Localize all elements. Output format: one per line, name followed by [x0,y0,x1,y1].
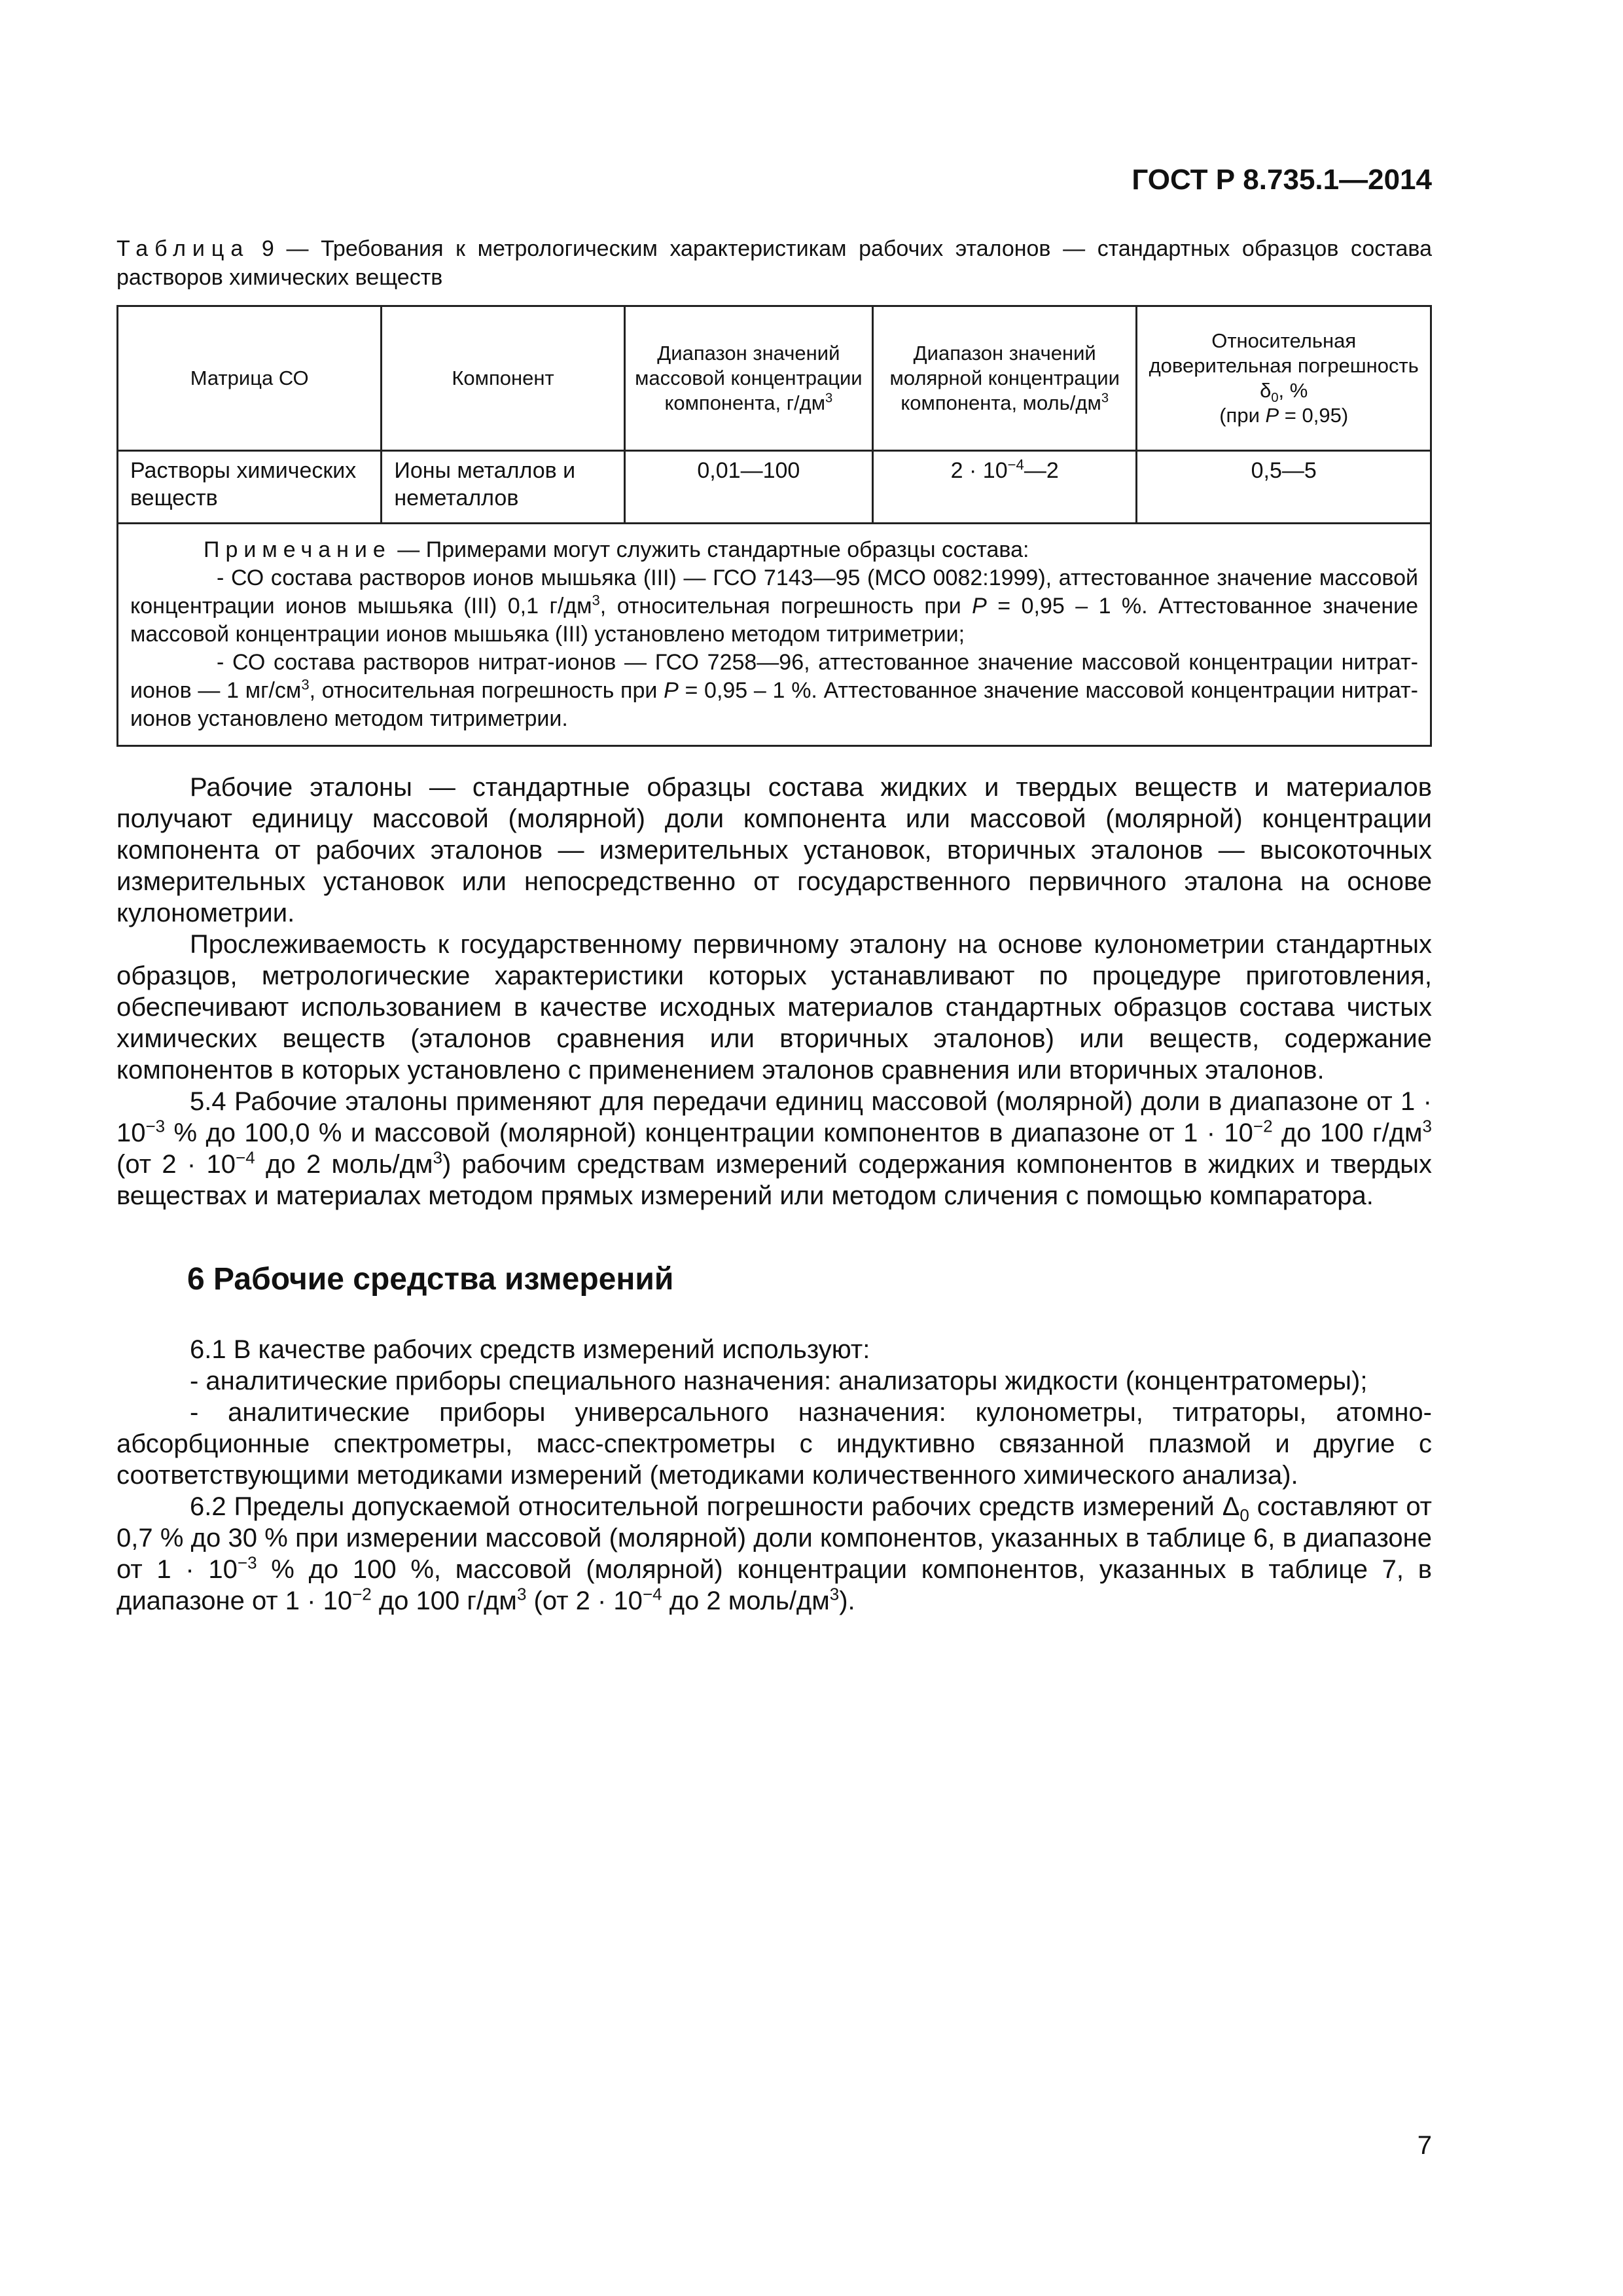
document-code: ГОСТ Р 8.735.1—2014 [1132,164,1432,196]
header-mass-range: Диапазон значений массовой концентрации компонента, $г/дм^3$ [624,306,872,451]
paragraph-6-1: 6.1 В качестве рабочих средств измерений используют: [190,1335,870,1364]
paragraph-5-4: 5.4 Рабочие эталоны применяют для передачи единиц массовой (молярной) доли в диапазоне от $1 \cdot 10^{-3}$ % до 100,0 % и массовой (молярной) концентрации компонентов в диапазоне от $1 \cdot 10^{-2}$ до 100 $г/дм^3$ (от $2 \cdot 10^{-4}$ до 2 моль/$дм^3$) рабочим средствам измерений содержания компонентов в жидких и твердых веществах и материалах методом прямых измерений или методом сличения с помощью компаратора. [116,1087,1433,1210]
note-item-2: - СО состава растворов нитрат-ионов — ГСО 7258—96, аттестованное значение массовой концентрации нитрат-ионов — 1 $мг/см^3$, относительная погрешность при P = 0,95 – 1 %. Аттестованное значение массовой концентрации нитрат-ионов установлено методом титриметрии. [130,650,1418,731]
header-molar-range: Диапазон значений молярной концентрации компонента, моль/$дм^3$ [873,306,1137,451]
list-item: - аналитические приборы специального назначения: анализаторы жидкости (концентратомеры); [190,1367,1368,1395]
paragraph-working-standards: Рабочие эталоны — стандартные образцы состава жидких и твердых веществ и материалов получают единицу массовой (молярной) доли компонента или массовой (молярной) концентрации компонента от рабочих эталонов — измерительных установок, вторичных эталонов — высокоточных измерительных установок или непосредственно от государственного первичного эталона на основе кулонометрии. [116,773,1432,927]
cell-component: Ионы металлов и неметаллов [382,451,624,524]
table-header-row [118,306,1431,451]
table-row [118,451,1431,524]
cell-molar-range: $2 \cdot 10^{-4}—2$ [873,451,1137,524]
table-caption [116,234,1432,292]
section-6-heading: 6 Рабочие средства измерений [187,1262,674,1297]
cell-relative-error: 0,5—5 [1137,451,1431,524]
list-item: - аналитические приборы универсального назначения: кулонометры, титраторы, атомно-абсорбционные спектрометры, масс-спектрометры с индуктивно связанной плазмой и другие с соответствующими методиками измерений (методиками количественного химического анализа). [116,1398,1432,1490]
cell-matrix: Растворы химических веществ [118,451,382,524]
header-relative-error: Относительная доверительная погрешность $\delta_0$, % (при P = 0,95) [1137,306,1431,451]
requirements-table [116,305,1432,747]
header-matrix: Матрица СО [118,306,382,451]
table-caption-text: 9 — Требования к метрологическим характеристикам рабочих эталонов — стандартных образцов состава растворов химических веществ [116,236,1432,290]
section-6-body [116,1334,1432,1617]
table-caption-label: Таблица [116,236,250,261]
body-text [116,772,1432,1211]
header-component: Компонент [382,306,624,451]
page-number: 7 [1417,2131,1432,2160]
note-item-1: - СО состава растворов ионов мышьяка (III) — ГСО 7143—95 (МСО 0082:1999), аттестованное значение массовой концентрации ионов мышьяка (III) 0,1 $г/дм^3$, относительная погрешность при P = 0,95 – 1 %. Аттестованное значение массовой концентрации ионов мышьяка (III) установлено методом титриметрии; [130,565,1418,647]
note-intro: Примечание — Примерами могут служить стандартные образцы состава: [204,537,1029,562]
table-note [118,524,1431,746]
paragraph-traceability: Прослеживаемость к государственному первичному эталону на основе кулонометрии стандартных образцов, метрологические характеристики которых устанавливают по процедуре приготовления, обеспечивают использованием в качестве исходных материалов стандартных образцов состава чистых химических веществ (эталонов сравнения или вторичных эталонов) или веществ, содержание компонентов в которых установлено с применением эталонов сравнения или вторичных эталонов. [116,930,1432,1085]
cell-mass-range: 0,01—100 [624,451,872,524]
paragraph-6-2: 6.2 Пределы допускаемой относительной погрешности рабочих средств измерений $\Delta_0$ составляют от 0,7 % до 30 % при измерении массовой (молярной) доли компонентов, указанных в таблице 6, в диапазоне от $1 \cdot 10^{-3}$ % до 100 %, массовой (молярной) концентрации компонентов, указанных в таблице 7, в диапазоне от $1 \cdot 10^{-2}$ до 100 $г/дм^3$ (от $2 \cdot 10^{-4}$ до 2 моль/$дм^3$). [116,1492,1433,1615]
table-note-row [118,524,1431,746]
